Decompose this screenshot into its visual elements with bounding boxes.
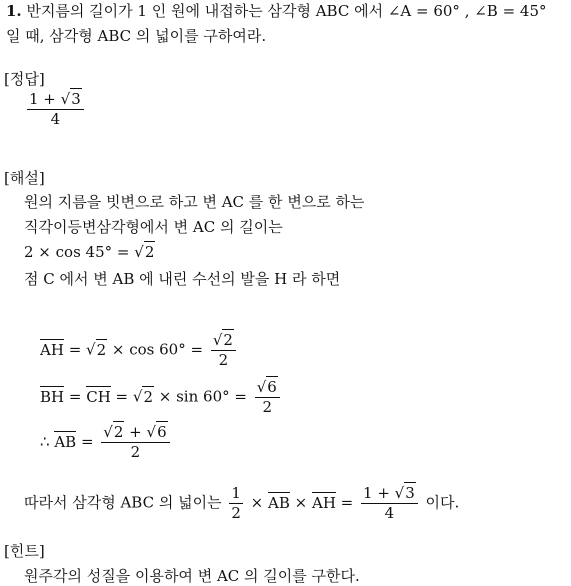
segment-ab: AB — [54, 432, 77, 451]
segment-bh: BH — [40, 387, 65, 406]
segment-ch: CH — [86, 387, 111, 406]
fraction-ab-value: $\frac{√2 + √6}{2}$ — [101, 425, 169, 460]
segment-ah-2: AH — [311, 493, 336, 512]
solution-line-2: 직각이등변삼각형에서 변 AC 의 길이는 — [24, 218, 283, 236]
answer-fraction — [27, 92, 84, 127]
solution-header: [해설] — [4, 169, 45, 187]
answer-value — [24, 92, 87, 127]
solution-line-3: 2 × cos 45° = √2 — [24, 243, 155, 261]
equation-ah: AH = √2 × cos 60° = $\frac{√2}{2}$ — [40, 333, 239, 368]
answer-denominator: 4 — [27, 109, 84, 127]
fraction-one-half: $\frac{1}{2}$ — [231, 484, 241, 522]
solution-conclusion: 따라서 삼각형 ABC 의 넓이는 $\frac{1}{2}$ × AB × AH = $\frac{1 + √3}{4}$ 이다. — [24, 484, 460, 522]
fraction-sqrt2-over-2: $\frac{√2}{2}$ — [211, 333, 236, 368]
fraction-area-result: $\frac{1 + √3}{4}$ — [361, 486, 418, 521]
problem-line-1: 반지름의 길이가 1 인 원에 내접하는 삼각형 ABC 에서 ∠A = 60° , ∠B = 45° — [26, 2, 547, 20]
hint-header: [힌트] — [4, 542, 45, 560]
solution-line-4: 점 C 에서 변 AB 에 내린 수선의 발을 H 라 하면 — [24, 270, 341, 288]
hint-line-1: 원주각의 성질을 이용하여 변 AC 의 길이를 구한다. — [24, 567, 360, 585]
problem-number: 1. — [6, 2, 22, 20]
problem-line-2: 일 때, 삼각형 ABC 의 넓이를 구하여라. — [6, 27, 267, 45]
answer-numerator: 1 + √3 — [29, 90, 81, 108]
therefore-symbol: ∴ — [40, 432, 55, 451]
problem-statement — [6, 4, 547, 19]
solution-line-1: 원의 지름을 빗변으로 하고 변 AC 를 한 변으로 하는 — [24, 193, 365, 211]
fraction-sqrt6-over-2: $\frac{√6}{2}$ — [255, 380, 280, 415]
equation-bh-ch: BH = CH = √2 × sin 60° = $\frac{√6}{2}$ — [40, 380, 283, 415]
answer-header: [정답] — [4, 70, 45, 88]
equation-ab: ∴ AB = $\frac{√2 + √6}{2}$ — [40, 425, 173, 460]
segment-ah: AH — [40, 340, 64, 359]
segment-ab-2: AB — [268, 493, 290, 512]
